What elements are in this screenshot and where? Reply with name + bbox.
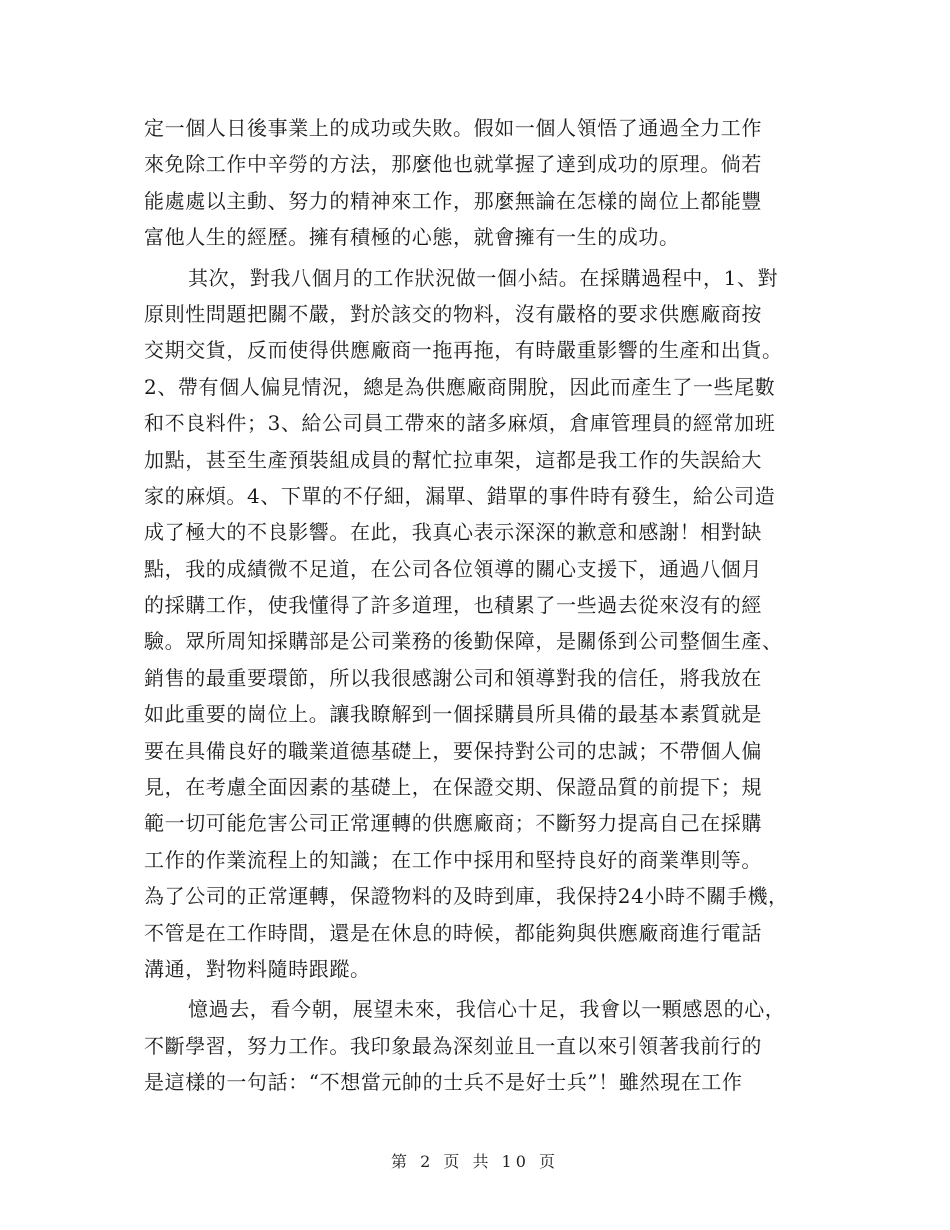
- text-line: 和不良料件；3、給公司員工帶來的諸多麻煩，倉庫管理員的經常加班: [144, 411, 776, 436]
- document-body: [144, 110, 824, 1101]
- text-line: 能處處以主動、努力的精神來工作，那麼無論在怎樣的崗位上都能豐: [144, 188, 762, 213]
- text-line: 憶過去，看今朝，展望未來，我信心十足，我會以一顆感恩的心，: [188, 997, 786, 1022]
- text-line: 富他人生的經歷。擁有積極的心態，就會擁有一生的成功。: [144, 225, 680, 250]
- text-line: 如此重要的崗位上。讓我瞭解到一個採購員所具備的最基本素質就是: [144, 702, 762, 727]
- paragraph-3: [144, 991, 824, 1100]
- text-line: 定一個人日後事業上的成功或失敗。假如一個人領悟了通過全力工作: [144, 116, 762, 140]
- text-line: 銷售的最重要環節，所以我很感謝公司和領導對我的信任，將我放在: [144, 665, 762, 690]
- text-line: 為了公司的正常運轉，保證物料的及時到庫，我保持24小時不關手機，: [144, 884, 789, 909]
- text-line: 加點，甚至生產預裝組成員的幫忙拉車架，這都是我工作的失誤給大: [144, 447, 762, 472]
- text-line: 驗。眾所周知採購部是公司業務的後勤保障，是關係到公司整個生產、: [144, 629, 783, 654]
- text-line: 其次，對我八個月的工作狀況做一個小結。在採購過程中，1、對: [188, 265, 779, 290]
- text-line: 2、帶有個人偏見情況，總是為供應廠商開脫，因此而產生了一些尾數: [144, 374, 776, 399]
- text-line: 點，我的成績微不足道，在公司各位領導的關心支援下，通過八個月: [144, 556, 762, 581]
- text-line: 成了極大的不良影響。在此，我真心表示深深的歉意和感謝！相對缺: [144, 520, 762, 545]
- text-line: 原則性問題把關不嚴，對於該交的物料，沒有嚴格的要求供應廠商按: [144, 301, 762, 326]
- paragraph-1: [144, 110, 824, 256]
- text-line: 不斷學習，努力工作。我印象最為深刻並且一直以來引領著我前行的: [144, 1033, 762, 1058]
- text-line: 來免除工作中辛勞的方法，那麼他也就掌握了達到成功的原理。倘若: [144, 152, 762, 177]
- paragraph-2: [144, 260, 824, 988]
- text-line: 交期交貨，反而使得供應廠商一拖再拖，有時嚴重影響的生產和出貨。: [144, 338, 783, 363]
- text-line: 是這樣的一句話：“不想當元帥的士兵不是好士兵”！雖然現在工作: [144, 1070, 743, 1095]
- text-line: 見，在考慮全面因素的基礎上，在保證交期、保證品質的前提下；規: [144, 775, 762, 800]
- text-line: 溝通，對物料隨時跟蹤。: [144, 956, 371, 981]
- text-line: 家的麻煩。4、下單的不仔細，漏單、錯單的事件時有發生，給公司造: [144, 483, 776, 508]
- page-number-footer: 第 2 页 共 10 页: [391, 1152, 559, 1171]
- text-line: 的採購工作，使我懂得了許多道理，也積累了一些過去從來沒有的經: [144, 593, 762, 618]
- text-line: 範一切可能危害公司正常運轉的供應廠商；不斷努力提高自己在採購: [144, 811, 762, 836]
- text-line: 不管是在工作時間，還是在休息的時候，都能夠與供應廠商進行電話: [144, 920, 762, 945]
- text-line: 要在具備良好的職業道德基礎上，要保持對公司的忠誠；不帶個人偏: [144, 738, 762, 763]
- text-line: 工作的作業流程上的知識；在工作中採用和堅持良好的商業準則等。: [144, 847, 762, 872]
